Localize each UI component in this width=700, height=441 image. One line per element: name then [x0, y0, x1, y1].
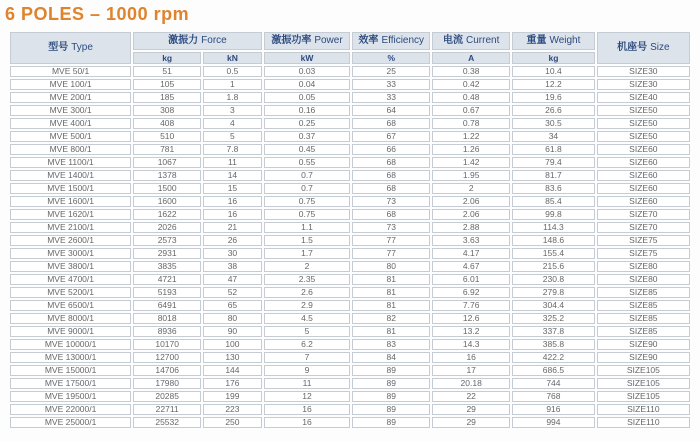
- cell-type: MVE 1600/1: [10, 196, 131, 207]
- cell-efficiency-pct: 73: [352, 196, 430, 207]
- cell-force-kn: 3: [203, 105, 262, 116]
- cell-size: SIZE105: [597, 365, 690, 376]
- cell-current-a: 2.06: [432, 209, 510, 220]
- cell-type: MVE 19500/1: [10, 391, 131, 402]
- cell-current-a: 3.63: [432, 235, 510, 246]
- header-power-en: Power: [314, 35, 343, 46]
- table-row: [10, 222, 690, 233]
- cell-type: MVE 15000/1: [10, 365, 131, 376]
- cell-current-a: 2.06: [432, 196, 510, 207]
- cell-force-kg: 1500: [133, 183, 201, 194]
- cell-weight-kg: 325.2: [512, 313, 595, 324]
- cell-power-kw: 1.1: [264, 222, 351, 233]
- table-row: [10, 144, 690, 155]
- cell-weight-kg: 916: [512, 404, 595, 415]
- page-title: 6 POLES – 1000 rpm: [5, 4, 190, 24]
- cell-power-kw: 0.16: [264, 105, 351, 116]
- cell-type: MVE 500/1: [10, 131, 131, 142]
- table-row: [10, 105, 690, 116]
- cell-force-kn: 1: [203, 79, 262, 90]
- header-current-zh: 电流: [443, 35, 463, 46]
- table-row: [10, 300, 690, 311]
- cell-size: SIZE75: [597, 248, 690, 259]
- cell-force-kg: 185: [133, 92, 201, 103]
- table-header: [10, 32, 690, 64]
- cell-type: MVE 5200/1: [10, 287, 131, 298]
- cell-force-kn: 16: [203, 196, 262, 207]
- header-efficiency-zh: 效率: [358, 35, 379, 46]
- cell-weight-kg: 34: [512, 131, 595, 142]
- unit-current-a: A: [432, 52, 510, 64]
- cell-type: MVE 2100/1: [10, 222, 131, 233]
- header-type-en: Type: [71, 42, 93, 53]
- cell-type: MVE 17500/1: [10, 378, 131, 389]
- cell-efficiency-pct: 73: [352, 222, 430, 233]
- cell-type: MVE 300/1: [10, 105, 131, 116]
- cell-type: MVE 2600/1: [10, 235, 131, 246]
- header-weight-zh: 重量: [526, 35, 547, 46]
- cell-efficiency-pct: 67: [352, 131, 430, 142]
- cell-current-a: 17: [432, 365, 510, 376]
- cell-force-kg: 308: [133, 105, 201, 116]
- header-efficiency: [352, 32, 430, 50]
- header-weight-en: Weight: [549, 35, 581, 46]
- cell-efficiency-pct: 64: [352, 105, 430, 116]
- cell-weight-kg: 155.4: [512, 248, 595, 259]
- cell-power-kw: 0.55: [264, 157, 351, 168]
- cell-force-kn: 1.8: [203, 92, 262, 103]
- table-row: [10, 391, 690, 402]
- cell-power-kw: 2.35: [264, 274, 351, 285]
- cell-force-kg: 51: [133, 66, 201, 77]
- cell-size: SIZE80: [597, 274, 690, 285]
- table-row: [10, 352, 690, 363]
- cell-force-kg: 14706: [133, 365, 201, 376]
- cell-power-kw: 6.2: [264, 339, 351, 350]
- cell-weight-kg: 12.2: [512, 79, 595, 90]
- cell-current-a: 29: [432, 404, 510, 415]
- cell-efficiency-pct: 68: [352, 157, 430, 168]
- cell-weight-kg: 230.8: [512, 274, 595, 285]
- table-row: [10, 170, 690, 181]
- cell-type: MVE 25000/1: [10, 417, 131, 428]
- cell-power-kw: 1.7: [264, 248, 351, 259]
- table-row: [10, 92, 690, 103]
- cell-size: SIZE40: [597, 92, 690, 103]
- cell-force-kn: 144: [203, 365, 262, 376]
- cell-weight-kg: 215.6: [512, 261, 595, 272]
- cell-force-kg: 5193: [133, 287, 201, 298]
- cell-size: SIZE85: [597, 300, 690, 311]
- cell-current-a: 0.78: [432, 118, 510, 129]
- header-size-zh: 机座号: [617, 42, 648, 53]
- cell-efficiency-pct: 81: [352, 287, 430, 298]
- cell-efficiency-pct: 68: [352, 118, 430, 129]
- cell-current-a: 1.26: [432, 144, 510, 155]
- cell-force-kn: 16: [203, 209, 262, 220]
- cell-size: SIZE60: [597, 196, 690, 207]
- cell-efficiency-pct: 89: [352, 378, 430, 389]
- table-row: [10, 365, 690, 376]
- header-power: [264, 32, 351, 50]
- cell-force-kn: 47: [203, 274, 262, 285]
- cell-current-a: 6.01: [432, 274, 510, 285]
- cell-size: SIZE110: [597, 404, 690, 415]
- cell-force-kn: 14: [203, 170, 262, 181]
- header-current-en: Current: [466, 35, 500, 46]
- cell-force-kg: 1622: [133, 209, 201, 220]
- unit-efficiency-pct: %: [352, 52, 430, 64]
- header-force: [133, 32, 262, 50]
- cell-force-kn: 30: [203, 248, 262, 259]
- cell-weight-kg: 686.5: [512, 365, 595, 376]
- table-row: [10, 313, 690, 324]
- cell-size: SIZE50: [597, 105, 690, 116]
- cell-type: MVE 800/1: [10, 144, 131, 155]
- cell-power-kw: 2: [264, 261, 351, 272]
- cell-force-kg: 2026: [133, 222, 201, 233]
- cell-size: SIZE80: [597, 261, 690, 272]
- cell-type: MVE 10000/1: [10, 339, 131, 350]
- cell-power-kw: 0.04: [264, 79, 351, 90]
- cell-size: SIZE60: [597, 157, 690, 168]
- cell-weight-kg: 114.3: [512, 222, 595, 233]
- cell-size: SIZE75: [597, 235, 690, 246]
- unit-weight-kg: kg: [512, 52, 595, 64]
- unit-force-kg: kg: [133, 52, 201, 64]
- cell-force-kn: 26: [203, 235, 262, 246]
- cell-type: MVE 13000/1: [10, 352, 131, 363]
- table-row: [10, 209, 690, 220]
- cell-efficiency-pct: 83: [352, 339, 430, 350]
- cell-force-kg: 17980: [133, 378, 201, 389]
- cell-size: SIZE60: [597, 170, 690, 181]
- cell-force-kn: 130: [203, 352, 262, 363]
- cell-efficiency-pct: 33: [352, 79, 430, 90]
- table-row: [10, 378, 690, 389]
- cell-weight-kg: 148.6: [512, 235, 595, 246]
- cell-power-kw: 9: [264, 365, 351, 376]
- table-row: [10, 196, 690, 207]
- cell-power-kw: 0.7: [264, 183, 351, 194]
- cell-current-a: 6.92: [432, 287, 510, 298]
- cell-current-a: 0.38: [432, 66, 510, 77]
- cell-efficiency-pct: 81: [352, 326, 430, 337]
- cell-size: SIZE60: [597, 183, 690, 194]
- cell-force-kg: 2573: [133, 235, 201, 246]
- cell-type: MVE 1400/1: [10, 170, 131, 181]
- cell-current-a: 2: [432, 183, 510, 194]
- header-size-en: Size: [650, 42, 670, 53]
- cell-weight-kg: 81.7: [512, 170, 595, 181]
- cell-weight-kg: 30.5: [512, 118, 595, 129]
- cell-size: SIZE50: [597, 118, 690, 129]
- cell-force-kg: 8018: [133, 313, 201, 324]
- cell-size: SIZE90: [597, 339, 690, 350]
- header-size: [597, 32, 690, 64]
- cell-current-a: 14.3: [432, 339, 510, 350]
- cell-force-kg: 781: [133, 144, 201, 155]
- cell-force-kg: 1067: [133, 157, 201, 168]
- cell-type: MVE 3800/1: [10, 261, 131, 272]
- cell-force-kg: 3835: [133, 261, 201, 272]
- cell-force-kn: 15: [203, 183, 262, 194]
- cell-force-kg: 10170: [133, 339, 201, 350]
- cell-force-kn: 11: [203, 157, 262, 168]
- cell-power-kw: 0.25: [264, 118, 351, 129]
- cell-size: SIZE110: [597, 417, 690, 428]
- cell-weight-kg: 744: [512, 378, 595, 389]
- cell-weight-kg: 79.4: [512, 157, 595, 168]
- table-row: [10, 417, 690, 428]
- cell-type: MVE 22000/1: [10, 404, 131, 415]
- cell-weight-kg: 83.6: [512, 183, 595, 194]
- cell-size: SIZE105: [597, 391, 690, 402]
- cell-power-kw: 4.5: [264, 313, 351, 324]
- cell-current-a: 7.76: [432, 300, 510, 311]
- cell-current-a: 4.67: [432, 261, 510, 272]
- header-force-zh: 激振力: [168, 35, 199, 46]
- cell-power-kw: 16: [264, 404, 351, 415]
- cell-force-kg: 510: [133, 131, 201, 142]
- cell-efficiency-pct: 84: [352, 352, 430, 363]
- cell-size: SIZE30: [597, 66, 690, 77]
- spec-table-container: [8, 30, 692, 430]
- cell-power-kw: 0.05: [264, 92, 351, 103]
- cell-force-kg: 408: [133, 118, 201, 129]
- cell-power-kw: 2.9: [264, 300, 351, 311]
- cell-current-a: 0.42: [432, 79, 510, 90]
- cell-power-kw: 11: [264, 378, 351, 389]
- cell-force-kg: 22711: [133, 404, 201, 415]
- header-weight: [512, 32, 595, 50]
- cell-type: MVE 100/1: [10, 79, 131, 90]
- table-row: [10, 183, 690, 194]
- cell-type: MVE 3000/1: [10, 248, 131, 259]
- cell-efficiency-pct: 80: [352, 261, 430, 272]
- cell-force-kn: 90: [203, 326, 262, 337]
- cell-force-kn: 223: [203, 404, 262, 415]
- cell-weight-kg: 10.4: [512, 66, 595, 77]
- cell-force-kn: 52: [203, 287, 262, 298]
- cell-size: SIZE105: [597, 378, 690, 389]
- cell-force-kn: 100: [203, 339, 262, 350]
- cell-power-kw: 1.5: [264, 235, 351, 246]
- cell-current-a: 1.95: [432, 170, 510, 181]
- cell-efficiency-pct: 81: [352, 274, 430, 285]
- table-row: [10, 118, 690, 129]
- cell-current-a: 16: [432, 352, 510, 363]
- table-row: [10, 261, 690, 272]
- cell-weight-kg: 385.8: [512, 339, 595, 350]
- cell-force-kn: 0.5: [203, 66, 262, 77]
- cell-power-kw: 5: [264, 326, 351, 337]
- cell-power-kw: 0.45: [264, 144, 351, 155]
- cell-current-a: 4.17: [432, 248, 510, 259]
- header-type: [10, 32, 131, 64]
- table-row: [10, 157, 690, 168]
- cell-current-a: 22: [432, 391, 510, 402]
- table-row: [10, 131, 690, 142]
- cell-force-kn: 199: [203, 391, 262, 402]
- cell-efficiency-pct: 68: [352, 209, 430, 220]
- cell-weight-kg: 61.8: [512, 144, 595, 155]
- cell-size: SIZE50: [597, 131, 690, 142]
- cell-force-kg: 105: [133, 79, 201, 90]
- cell-type: MVE 6500/1: [10, 300, 131, 311]
- cell-force-kn: 65: [203, 300, 262, 311]
- unit-force-kn: kN: [203, 52, 262, 64]
- cell-weight-kg: 304.4: [512, 300, 595, 311]
- cell-weight-kg: 19.6: [512, 92, 595, 103]
- cell-type: MVE 50/1: [10, 66, 131, 77]
- cell-power-kw: 0.7: [264, 170, 351, 181]
- table-row: [10, 248, 690, 259]
- cell-force-kg: 25532: [133, 417, 201, 428]
- table-row: [10, 274, 690, 285]
- cell-type: MVE 200/1: [10, 92, 131, 103]
- cell-force-kg: 20285: [133, 391, 201, 402]
- cell-force-kn: 38: [203, 261, 262, 272]
- cell-power-kw: 0.03: [264, 66, 351, 77]
- cell-size: SIZE70: [597, 222, 690, 233]
- cell-weight-kg: 337.8: [512, 326, 595, 337]
- cell-power-kw: 0.75: [264, 196, 351, 207]
- cell-force-kn: 7.8: [203, 144, 262, 155]
- header-force-en: Force: [201, 35, 227, 46]
- cell-efficiency-pct: 89: [352, 417, 430, 428]
- cell-type: MVE 8000/1: [10, 313, 131, 324]
- cell-efficiency-pct: 89: [352, 365, 430, 376]
- cell-power-kw: 2.6: [264, 287, 351, 298]
- cell-weight-kg: 422.2: [512, 352, 595, 363]
- cell-power-kw: 0.37: [264, 131, 351, 142]
- cell-size: SIZE70: [597, 209, 690, 220]
- cell-force-kn: 5: [203, 131, 262, 142]
- cell-type: MVE 1500/1: [10, 183, 131, 194]
- cell-power-kw: 12: [264, 391, 351, 402]
- cell-efficiency-pct: 77: [352, 235, 430, 246]
- cell-weight-kg: 99.8: [512, 209, 595, 220]
- cell-current-a: 29: [432, 417, 510, 428]
- cell-type: MVE 4700/1: [10, 274, 131, 285]
- header-power-zh: 激振功率: [271, 35, 312, 46]
- cell-current-a: 1.42: [432, 157, 510, 168]
- cell-efficiency-pct: 89: [352, 391, 430, 402]
- cell-current-a: 12.6: [432, 313, 510, 324]
- cell-efficiency-pct: 68: [352, 183, 430, 194]
- cell-power-kw: 16: [264, 417, 351, 428]
- table-row: [10, 287, 690, 298]
- cell-force-kn: 250: [203, 417, 262, 428]
- cell-type: MVE 1100/1: [10, 157, 131, 168]
- cell-force-kn: 4: [203, 118, 262, 129]
- cell-current-a: 0.67: [432, 105, 510, 116]
- table-row: [10, 404, 690, 415]
- cell-type: MVE 9000/1: [10, 326, 131, 337]
- cell-power-kw: 0.75: [264, 209, 351, 220]
- cell-size: SIZE60: [597, 144, 690, 155]
- header-current: [432, 32, 510, 50]
- table-row: [10, 66, 690, 77]
- cell-efficiency-pct: 77: [352, 248, 430, 259]
- cell-weight-kg: 26.6: [512, 105, 595, 116]
- cell-force-kg: 4721: [133, 274, 201, 285]
- cell-efficiency-pct: 66: [352, 144, 430, 155]
- unit-power-kw: kW: [264, 52, 351, 64]
- cell-current-a: 2.88: [432, 222, 510, 233]
- spec-table: [8, 30, 692, 430]
- cell-size: SIZE30: [597, 79, 690, 90]
- header-efficiency-en: Efficiency: [381, 35, 425, 46]
- cell-weight-kg: 85.4: [512, 196, 595, 207]
- cell-efficiency-pct: 82: [352, 313, 430, 324]
- cell-current-a: 1.22: [432, 131, 510, 142]
- cell-efficiency-pct: 89: [352, 404, 430, 415]
- cell-type: MVE 1620/1: [10, 209, 131, 220]
- cell-size: SIZE90: [597, 352, 690, 363]
- cell-size: SIZE85: [597, 287, 690, 298]
- cell-force-kg: 2931: [133, 248, 201, 259]
- table-row: [10, 326, 690, 337]
- cell-force-kg: 12700: [133, 352, 201, 363]
- cell-current-a: 20.18: [432, 378, 510, 389]
- table-row: [10, 339, 690, 350]
- cell-power-kw: 7: [264, 352, 351, 363]
- cell-force-kg: 1378: [133, 170, 201, 181]
- cell-efficiency-pct: 81: [352, 300, 430, 311]
- table-row: [10, 79, 690, 90]
- table-body: [10, 66, 690, 428]
- cell-force-kg: 6491: [133, 300, 201, 311]
- cell-force-kn: 80: [203, 313, 262, 324]
- cell-weight-kg: 994: [512, 417, 595, 428]
- cell-weight-kg: 279.8: [512, 287, 595, 298]
- cell-efficiency-pct: 25: [352, 66, 430, 77]
- cell-force-kg: 8936: [133, 326, 201, 337]
- cell-force-kn: 176: [203, 378, 262, 389]
- cell-efficiency-pct: 68: [352, 170, 430, 181]
- cell-force-kn: 21: [203, 222, 262, 233]
- header-type-zh: 型号: [48, 42, 69, 53]
- table-row: [10, 235, 690, 246]
- cell-current-a: 13.2: [432, 326, 510, 337]
- cell-force-kg: 1600: [133, 196, 201, 207]
- cell-size: SIZE85: [597, 326, 690, 337]
- cell-size: SIZE85: [597, 313, 690, 324]
- cell-current-a: 0.48: [432, 92, 510, 103]
- cell-weight-kg: 768: [512, 391, 595, 402]
- cell-type: MVE 400/1: [10, 118, 131, 129]
- cell-efficiency-pct: 33: [352, 92, 430, 103]
